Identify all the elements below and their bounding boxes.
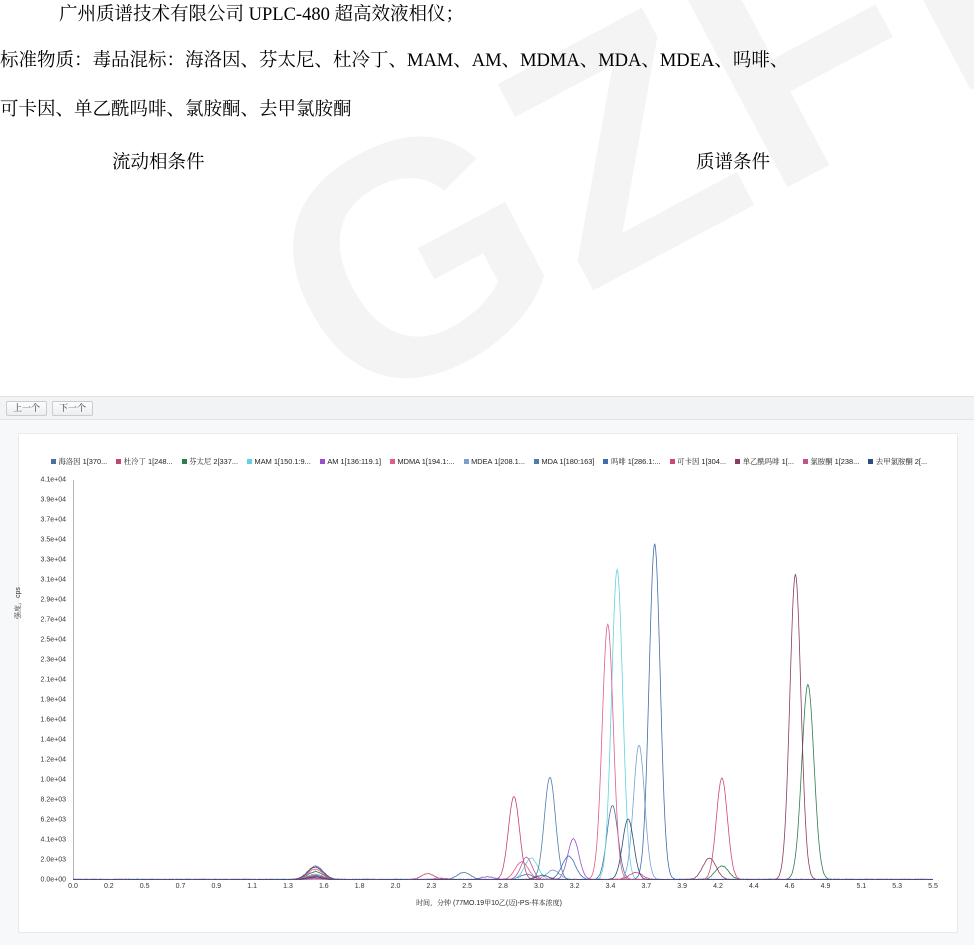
x-tick-label: 1.6 bbox=[318, 883, 329, 890]
x-tick-label: 1.8 bbox=[354, 883, 365, 890]
legend-label: 芬太尼 2[337... bbox=[189, 457, 239, 466]
chart-legend bbox=[19, 456, 959, 467]
legend-item[interactable] bbox=[182, 456, 238, 467]
x-tick-label: 3.0 bbox=[533, 883, 544, 890]
x-tick-label: 5.1 bbox=[856, 883, 867, 890]
legend-swatch-icon bbox=[182, 459, 187, 464]
x-tick-label: 0.7 bbox=[175, 883, 186, 890]
x-tick-label: 0.5 bbox=[139, 883, 150, 890]
legend-swatch-icon bbox=[670, 459, 675, 464]
x-tick-label: 0.0 bbox=[68, 883, 78, 890]
doc-line-standards-2: 可卡因、单乙酰吗啡、氯胺酮、去甲氯胺酮 bbox=[0, 100, 352, 120]
doc-line-standards-1: 标准物质：毒品混标：海洛因、芬太尼、杜冷丁、MAM、AM、MDMA、MDA、MDEA、吗啡、 bbox=[0, 51, 789, 71]
x-tick-label: 3.4 bbox=[605, 883, 616, 890]
legend-label: 单乙酰吗啡 1[... bbox=[742, 457, 794, 466]
legend-swatch-icon bbox=[320, 459, 325, 464]
y-tick-label: 2.7e+04 bbox=[40, 616, 66, 624]
x-tick-label: 2.5 bbox=[462, 883, 473, 890]
legend-label: MDMA 1[194.1:... bbox=[397, 457, 455, 466]
x-tick-label: 4.4 bbox=[748, 883, 759, 890]
x-tick-label: 4.6 bbox=[784, 883, 795, 890]
chromatogram-app-panel bbox=[0, 396, 974, 945]
x-tick-label: 3.2 bbox=[569, 883, 580, 890]
y-tick-label: 4.1e+03 bbox=[40, 836, 66, 844]
legend-swatch-icon bbox=[247, 459, 252, 464]
legend-swatch-icon bbox=[603, 459, 608, 464]
legend-swatch-icon bbox=[735, 459, 740, 464]
x-tick-label: 1.1 bbox=[247, 883, 258, 890]
chromatogram-chart bbox=[15, 433, 958, 933]
x-tick-label: 5.5 bbox=[928, 883, 938, 890]
x-tick-label: 2.0 bbox=[390, 883, 401, 890]
y-tick-label: 0.0e+00 bbox=[40, 876, 66, 884]
y-tick-label: 3.3e+04 bbox=[40, 556, 66, 564]
chromatogram-trace bbox=[73, 624, 933, 880]
x-tick-label: 2.8 bbox=[498, 883, 508, 890]
legend-item[interactable] bbox=[534, 456, 595, 467]
x-tick-label: 3.7 bbox=[641, 883, 652, 890]
label-mobile-phase-conditions: 流动相条件 bbox=[112, 153, 205, 173]
legend-label: 吗啡 1[286.1:... bbox=[610, 457, 661, 466]
legend-label: 氯胺酮 1[238... bbox=[810, 457, 860, 466]
x-axis-title: 时间，分钟 (77MO.19甲10乙(迈)-PS-样本浓度) bbox=[416, 900, 562, 907]
legend-item[interactable] bbox=[670, 456, 726, 467]
legend-item[interactable] bbox=[868, 456, 927, 467]
y-tick-label: 8.2e+03 bbox=[40, 796, 66, 804]
y-tick-label: 1.9e+04 bbox=[40, 696, 66, 704]
chromatogram-trace bbox=[73, 839, 933, 880]
legend-swatch-icon bbox=[534, 459, 539, 464]
chromatogram-traces bbox=[73, 480, 933, 880]
legend-item[interactable] bbox=[51, 456, 107, 467]
y-tick-label: 2.3e+04 bbox=[40, 656, 66, 664]
y-tick-label: 1.6e+04 bbox=[40, 716, 66, 724]
x-axis-ticks bbox=[68, 883, 938, 895]
y-tick-label: 3.5e+04 bbox=[40, 536, 66, 544]
legend-label: 杜冷丁 1[248... bbox=[123, 457, 173, 466]
legend-swatch-icon bbox=[868, 459, 873, 464]
y-tick-label: 2.5e+04 bbox=[40, 636, 66, 644]
legend-item[interactable] bbox=[464, 456, 525, 467]
y-tick-label: 6.2e+03 bbox=[40, 816, 66, 824]
legend-label: AM 1[136:119.1] bbox=[327, 457, 381, 466]
x-tick-label: 1.3 bbox=[283, 883, 293, 890]
legend-item[interactable] bbox=[803, 456, 859, 467]
y-tick-label: 3.7e+04 bbox=[40, 516, 66, 524]
x-tick-label: 4.9 bbox=[820, 883, 831, 890]
legend-item[interactable] bbox=[735, 456, 794, 467]
y-tick-label: 3.9e+04 bbox=[40, 496, 66, 504]
y-axis-title: 强度，cps bbox=[15, 587, 22, 619]
label-ms-conditions: 质谱条件 bbox=[696, 153, 771, 173]
y-tick-label: 2.1e+04 bbox=[40, 676, 66, 684]
legend-label: 可卡因 1[304... bbox=[677, 457, 727, 466]
chromatogram-trace bbox=[73, 745, 933, 880]
legend-item[interactable] bbox=[320, 456, 381, 467]
legend-swatch-icon bbox=[390, 459, 395, 464]
chromatogram-trace bbox=[73, 544, 933, 880]
x-tick-label: 5.3 bbox=[892, 883, 903, 890]
legend-swatch-icon bbox=[464, 459, 469, 464]
x-tick-label: 0.2 bbox=[103, 883, 114, 890]
x-tick-label: 2.3 bbox=[426, 883, 437, 890]
chart-toolbar bbox=[0, 397, 974, 420]
y-tick-label: 4.1e+04 bbox=[40, 476, 66, 484]
x-tick-label: 0.9 bbox=[211, 883, 222, 890]
y-tick-label: 3.1e+04 bbox=[40, 576, 66, 584]
x-tick-label: 4.2 bbox=[713, 883, 723, 890]
chromatogram-trace bbox=[73, 819, 933, 880]
x-tick-label: 3.9 bbox=[677, 883, 688, 890]
y-tick-label: 2.9e+04 bbox=[40, 596, 66, 604]
plot-area bbox=[73, 480, 933, 880]
legend-item[interactable] bbox=[247, 456, 311, 467]
legend-item[interactable] bbox=[603, 456, 660, 467]
legend-label: MAM 1[150.1:9... bbox=[254, 457, 311, 466]
legend-swatch-icon bbox=[803, 459, 808, 464]
legend-swatch-icon bbox=[51, 459, 56, 464]
legend-label: 去甲氯胺酮 2[... bbox=[875, 457, 928, 466]
y-axis-ticks bbox=[19, 476, 69, 884]
legend-label: MDEA 1[208.1... bbox=[471, 457, 525, 466]
doc-line-company: 广州质谱技术有限公司 UPLC-480 超高效液相仪； bbox=[59, 5, 464, 25]
legend-item[interactable] bbox=[390, 456, 455, 467]
legend-item[interactable] bbox=[116, 456, 172, 467]
legend-label: 海洛因 1[370... bbox=[58, 457, 108, 466]
chromatogram-trace bbox=[73, 797, 933, 880]
y-tick-label: 1.4e+04 bbox=[40, 736, 66, 744]
y-tick-label: 2.0e+03 bbox=[40, 856, 66, 864]
prev-button[interactable]: 上一个 bbox=[6, 401, 47, 416]
y-tick-label: 1.2e+04 bbox=[40, 756, 66, 764]
y-tick-label: 1.0e+04 bbox=[40, 776, 66, 784]
legend-label: MDA 1[180:163] bbox=[541, 457, 595, 466]
next-button[interactable]: 下一个 bbox=[52, 401, 93, 416]
legend-swatch-icon bbox=[116, 459, 121, 464]
